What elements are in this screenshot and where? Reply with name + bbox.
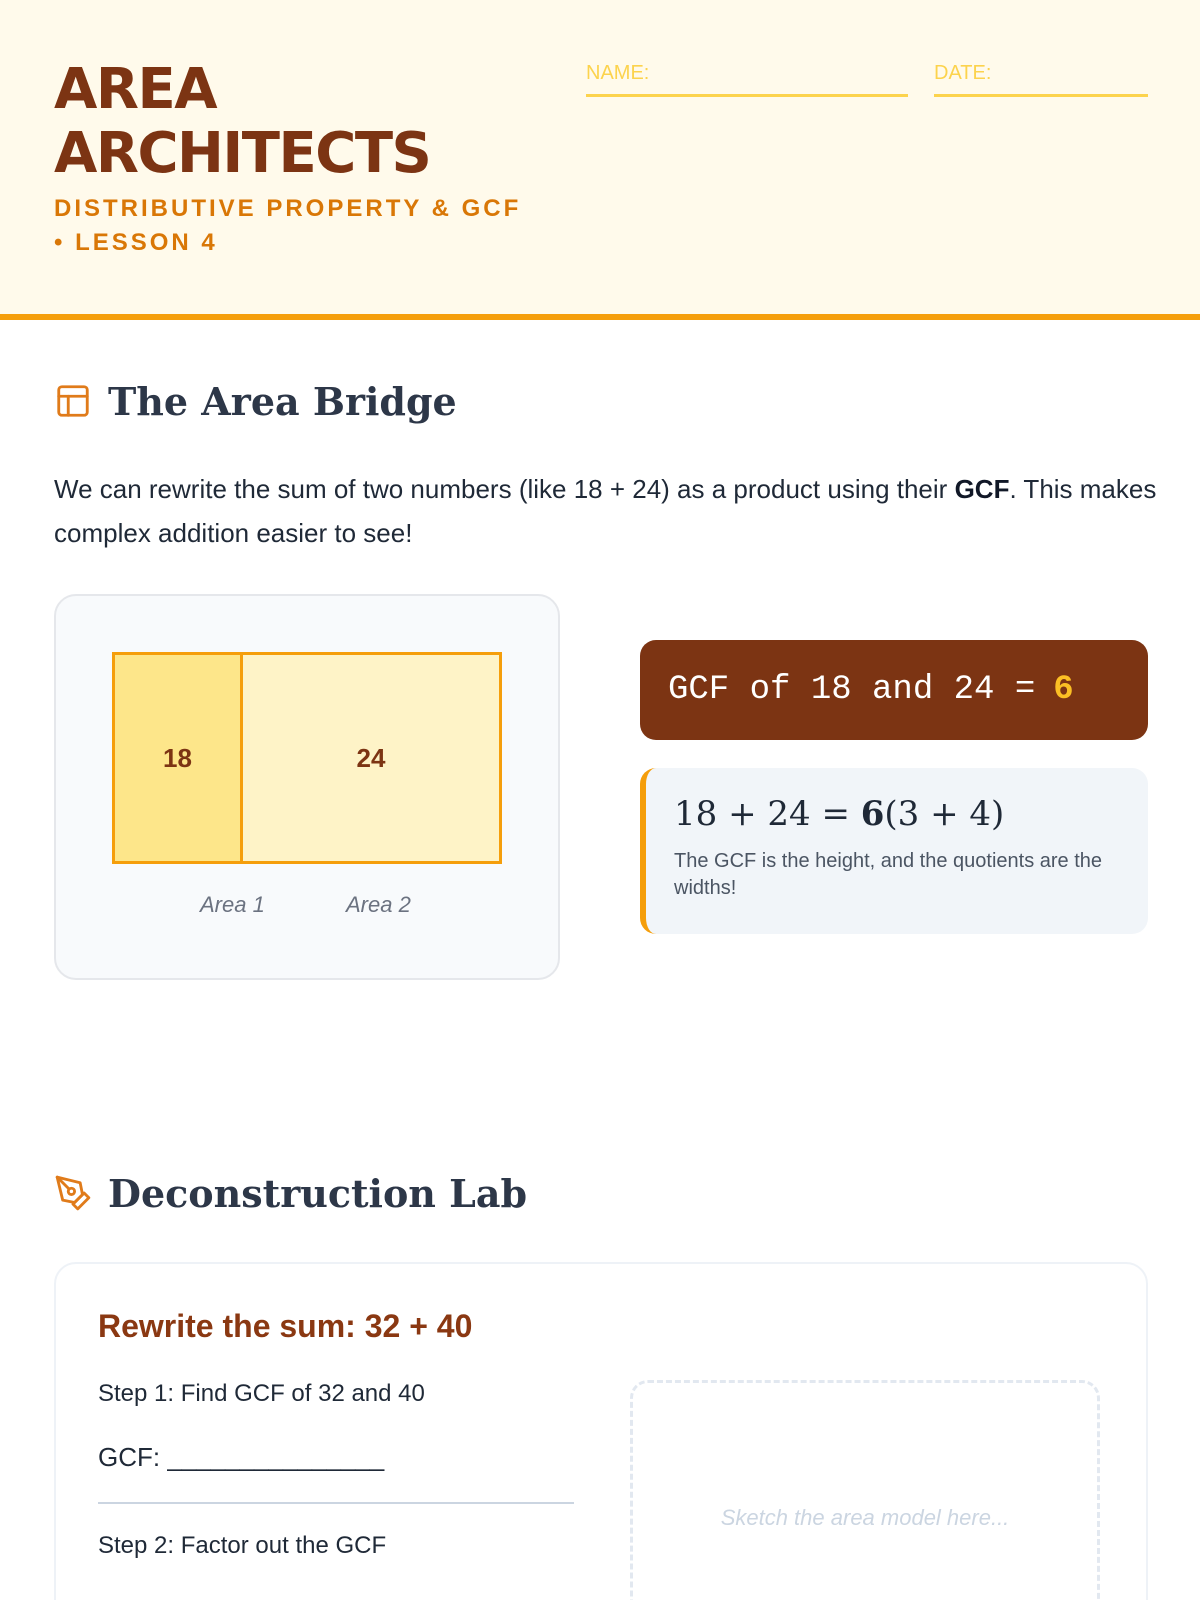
divider [98, 1502, 574, 1504]
intro-text: We can rewrite the sum of two numbers (like 18 + 24) as a product using their [54, 474, 955, 504]
equation-gcf: 6 [860, 794, 885, 834]
gcf-value: 6 [1053, 671, 1074, 709]
sketch-area[interactable] [630, 1380, 1100, 1600]
intro-text-end: . This makes complex addition easier to see! [54, 474, 1157, 548]
section-heading-area-bridge [54, 376, 457, 426]
section-title-text: The Area Bridge [108, 378, 457, 424]
area-value-2: 24 [356, 742, 386, 773]
date-label: DATE: [934, 62, 992, 84]
layout-icon [54, 382, 92, 420]
equation-card [640, 768, 1148, 934]
gcf-text: GCF of 18 and 24 = [668, 671, 1036, 709]
equation-left: 18 + 24 = [674, 794, 861, 834]
step-1-text: Step 1: Find GCF of 32 and 40 [98, 1380, 425, 1407]
intro-bold-gcf: GCF [954, 474, 1010, 504]
name-field[interactable] [586, 60, 908, 97]
area-label-2: Area 2 [346, 892, 411, 917]
gcf-answer-line[interactable]: GCF: _______________ [98, 1442, 385, 1472]
gcf-result-box [640, 640, 1148, 740]
section-title-text: Deconstruction Lab [108, 1170, 528, 1216]
area-rect-1 [112, 652, 243, 864]
lab-problem-card [54, 1262, 1148, 1600]
section-heading-deconstruction-lab [54, 1168, 527, 1218]
equation-note: The GCF is the height, and the quotients are the widths! [674, 850, 1103, 899]
area-label-1: Area 1 [200, 892, 265, 917]
intro-paragraph [54, 467, 1164, 555]
step-2-text: Step 2: Factor out the GCF [98, 1532, 387, 1559]
equation-right: (3 + 4) [884, 794, 1005, 834]
name-label: NAME: [586, 62, 650, 84]
worksheet-subtitle: DISTRIBUTIVE PROPERTY & GCF • LESSON 4 [54, 195, 522, 256]
area-rect-2 [240, 652, 502, 864]
area-value-1: 18 [163, 742, 192, 773]
sketch-placeholder: Sketch the area model here... [720, 1505, 1010, 1530]
date-field[interactable] [934, 60, 1148, 97]
area-model-card [54, 594, 560, 980]
worksheet-title: AREA ARCHITECTS [54, 57, 431, 186]
equation [674, 794, 1148, 834]
pen-tool-icon [54, 1174, 92, 1212]
worksheet-header [0, 0, 1200, 320]
problem-title: Rewrite the sum: 32 + 40 [98, 1308, 473, 1344]
